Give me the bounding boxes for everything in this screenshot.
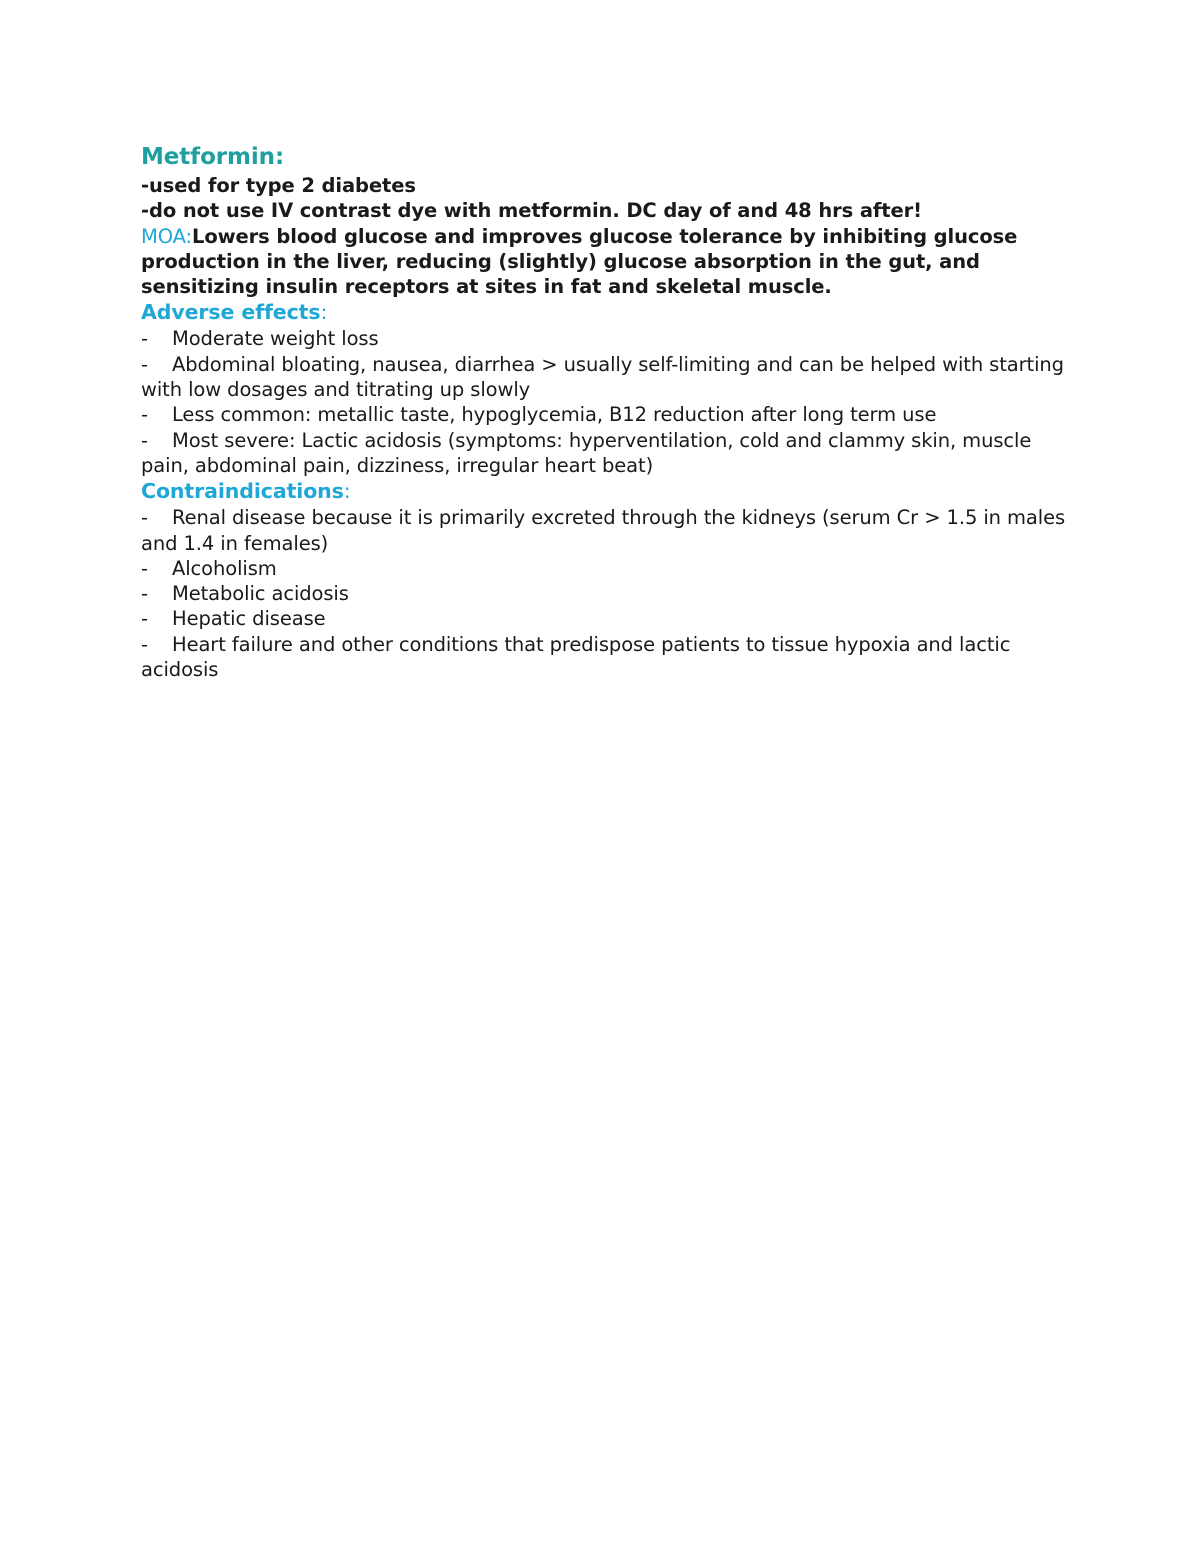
list-item: - Less common: metallic taste, hypoglycemia, B12 reduction after long term use bbox=[141, 403, 937, 427]
adverse-effects-heading: Adverse effects: bbox=[141, 300, 328, 325]
list-item: - Renal disease because it is primarily excreted through the kidneys (serum Cr > 1.5 in males and 1.4 in females) bbox=[141, 506, 1066, 555]
document-content bbox=[141, 141, 1081, 682]
contraindications-list bbox=[141, 505, 1081, 682]
list-item: - Moderate weight loss bbox=[141, 327, 379, 351]
list-item: - Most severe: Lactic acidosis (symptoms: hyperventilation, cold and clammy skin, muscle pain, abdominal pain, dizziness, irregular heart beat) bbox=[141, 428, 1032, 477]
moa-label: MOA: bbox=[141, 224, 192, 248]
adverse-effects-list bbox=[141, 326, 1081, 478]
contraindications-heading: Contraindications: bbox=[141, 479, 351, 504]
intro-line: -do not use IV contrast dye with metformin. DC day of and 48 hrs after! bbox=[141, 199, 922, 223]
list-item: - Alcoholism bbox=[141, 556, 277, 580]
list-item: - Metabolic acidosis bbox=[141, 582, 349, 606]
document-title: Metformin: bbox=[141, 144, 285, 170]
moa-paragraph bbox=[141, 224, 1081, 300]
intro-line: -used for type 2 diabetes bbox=[141, 174, 416, 197]
list-item: - Heart failure and other conditions that predispose patients to tissue hypoxia and lactic acidosis bbox=[141, 632, 1011, 682]
list-item: - Abdominal bloating, nausea, diarrhea > usually self-limiting and can be helped with starting with low dosages and titrating up slowly bbox=[141, 352, 1064, 402]
moa-text: Lowers blood glucose and improves glucose tolerance by inhibiting glucose production in the liver, reducing (slightly) glucose absorption in the gut, and sensitizing insulin receptors at sites in fat and skeletal muscle. bbox=[141, 224, 1018, 299]
list-item: - Hepatic disease bbox=[141, 607, 326, 631]
